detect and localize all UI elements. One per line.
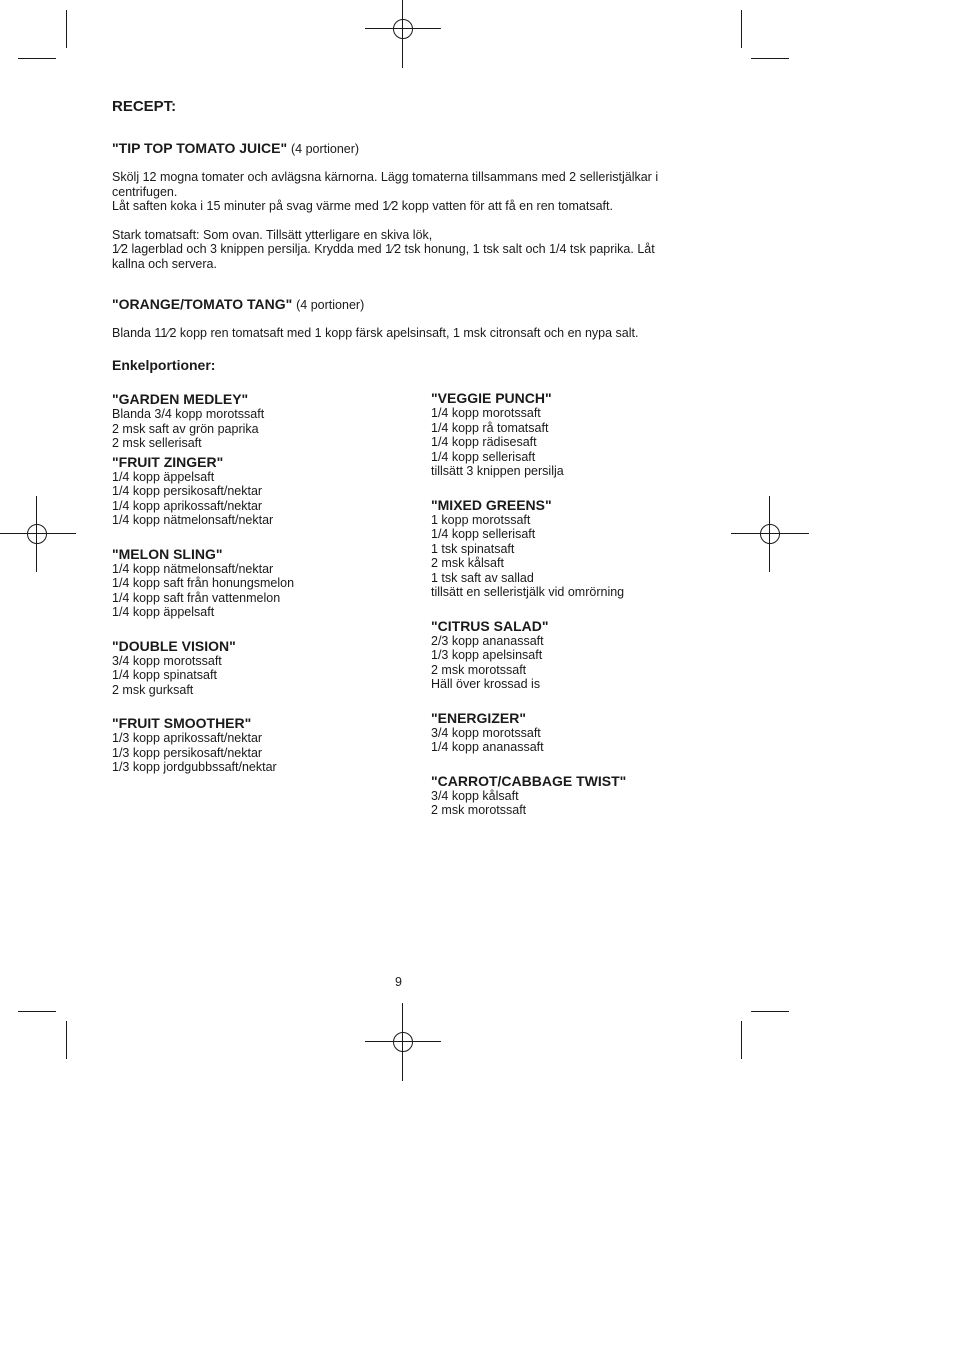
paragraph-line: Skölj 12 mogna tomater och avlägsna kärnorna. Lägg tomaterna tillsammans med 2 selleristjälkar i: [112, 170, 659, 184]
ingredient-line: 1/4 kopp saft från vattenmelon: [112, 590, 281, 605]
ingredient-line: 1/4 kopp rädisesaft: [431, 435, 537, 449]
paragraph-line: Blanda 11⁄2 kopp ren tomatsaft med 1 kopp färsk apelsinsaft, 1 msk citronsaft och en nypa salt.: [112, 326, 639, 340]
ingredient-line: 1 kopp morotssaft: [431, 512, 531, 527]
recipe-block: [431, 710, 731, 755]
crop-mark: [751, 1011, 789, 1012]
recipe-name: "MIXED GREENS": [431, 496, 552, 513]
ingredient-line: 2/3 kopp ananassaft: [431, 633, 544, 648]
registration-mark-right: [750, 496, 790, 572]
ingredient-line: 1/3 kopp persikosaft/nektar: [112, 745, 263, 760]
ingredient-line: 1 tsk saft av sallad: [431, 570, 534, 585]
intro-recipe: [112, 139, 692, 271]
recipe-name: "TIP TOP TOMATO JUICE": [112, 140, 288, 156]
crop-mark: [751, 58, 789, 59]
recipe-block: [431, 618, 731, 692]
section-title: Enkelportioner:: [112, 356, 216, 373]
page-number: 9: [395, 975, 402, 989]
crop-mark: [741, 10, 742, 48]
paragraph-line: 1⁄2 lagerblad och 3 knippen persilja. Krydda med 1⁄2 tsk honung, 1 tsk salt och 1/4 tsk paprika. Låt: [112, 242, 655, 256]
ingredient-line: 3/4 kopp morotssaft: [112, 653, 222, 668]
ingredient-line: 1/4 kopp persikosaft/nektar: [112, 484, 263, 498]
ingredient-line: 2 msk gurksaft: [112, 682, 194, 697]
recipe-block: [431, 390, 731, 479]
registration-mark-top: [365, 9, 441, 49]
recipe-name: "DOUBLE VISION": [112, 637, 236, 654]
ingredient-line: 2 msk saft av grön paprika: [112, 421, 259, 436]
paragraph-line: centrifugen.: [112, 184, 178, 199]
recipe-name: "ORANGE/TOMATO TANG": [112, 296, 293, 312]
recipe-block: [112, 715, 412, 775]
recipe-name: "FRUIT SMOOTHER": [112, 715, 252, 731]
ingredient-line: 3/4 kopp kålsaft: [431, 788, 519, 803]
ingredient-line: Blanda 3/4 kopp morotssaft: [112, 407, 265, 421]
recipe-content: [112, 98, 692, 373]
ingredient-line: 1/4 kopp nätmelonsaft/nektar: [112, 561, 274, 576]
recipe-portions: (4 portioner): [296, 298, 365, 312]
paragraph-line: Stark tomatsaft: Som ovan. Tillsätt ytterligare en skiva lök,: [112, 227, 433, 242]
ingredient-line: 2 msk kålsaft: [431, 556, 504, 570]
ingredient-line: 1/3 kopp aprikossaft/nektar: [112, 731, 263, 745]
ingredient-line: 1/4 kopp sellerisaft: [431, 527, 536, 541]
recipe-name: "VEGGIE PUNCH": [431, 390, 552, 406]
ingredient-line: 1/4 kopp ananassaft: [431, 740, 544, 754]
recipe-name: "CARROT/CABBAGE TWIST": [431, 772, 627, 789]
ingredient-line: 1 tsk spinatsaft: [431, 541, 515, 556]
recipe-name: "MELON SLING": [112, 545, 223, 562]
ingredient-line: 1/4 kopp aprikossaft/nektar: [112, 498, 263, 513]
ingredient-line: 1/3 kopp jordgubbssaft/nektar: [112, 760, 277, 774]
ingredient-line: Häll över krossad is: [431, 677, 541, 691]
ingredient-line: tillsätt en selleristjälk vid omrörning: [431, 585, 625, 599]
paragraph-line: Låt saften koka i 15 minuter på svag värme med 1⁄2 kopp vatten för att få en ren tomatsaft.: [112, 199, 613, 213]
recipe-block: [112, 391, 412, 451]
crop-mark: [18, 1011, 56, 1012]
right-column: [431, 390, 731, 818]
recipe-name: "GARDEN MEDLEY": [112, 391, 249, 407]
recipe-block: [112, 454, 412, 528]
ingredient-line: 1/4 kopp rå tomatsaft: [431, 420, 549, 435]
ingredient-line: tillsätt 3 knippen persilja: [431, 464, 564, 478]
ingredient-line: 1/4 kopp morotssaft: [431, 406, 541, 420]
recipe-block: [112, 638, 412, 698]
registration-mark-bottom: [365, 1022, 441, 1062]
ingredient-line: 2 msk morotssaft: [431, 662, 527, 677]
left-column: [112, 391, 412, 775]
ingredient-line: 1/4 kopp saft från honungsmelon: [112, 576, 295, 590]
recipe-block: [431, 773, 731, 818]
recipe-title: [112, 295, 692, 314]
crop-mark: [741, 1021, 742, 1059]
ingredient-line: 1/4 kopp äppelsaft: [112, 469, 215, 484]
ingredient-line: 1/4 kopp nätmelonsaft/nektar: [112, 513, 274, 527]
recipe-name: "FRUIT ZINGER": [112, 453, 224, 470]
recipe-block: [431, 497, 731, 600]
ingredient-line: 1/3 kopp apelsinsaft: [431, 648, 543, 662]
registration-mark-left: [17, 496, 57, 572]
crop-mark: [66, 1021, 67, 1059]
recipe-name: "CITRUS SALAD": [431, 617, 549, 634]
ingredient-line: 2 msk sellerisaft: [112, 436, 202, 450]
ingredient-line: 1/4 kopp sellerisaft: [431, 449, 536, 464]
paragraph-line: kallna och servera.: [112, 256, 217, 271]
crop-mark: [66, 10, 67, 48]
recipe-name: "ENERGIZER": [431, 709, 526, 726]
recipe-portions: (4 portioner): [290, 142, 360, 156]
page-title: RECEPT:: [112, 98, 177, 115]
intro-recipe: [112, 295, 692, 341]
ingredient-line: 3/4 kopp morotssaft: [431, 725, 541, 740]
recipe-title: [112, 139, 692, 158]
ingredient-line: 1/4 kopp äppelsaft: [112, 605, 215, 619]
ingredient-line: 2 msk morotssaft: [431, 803, 527, 817]
crop-mark: [18, 58, 56, 59]
recipe-block: [112, 546, 412, 620]
ingredient-line: 1/4 kopp spinatsaft: [112, 668, 217, 682]
